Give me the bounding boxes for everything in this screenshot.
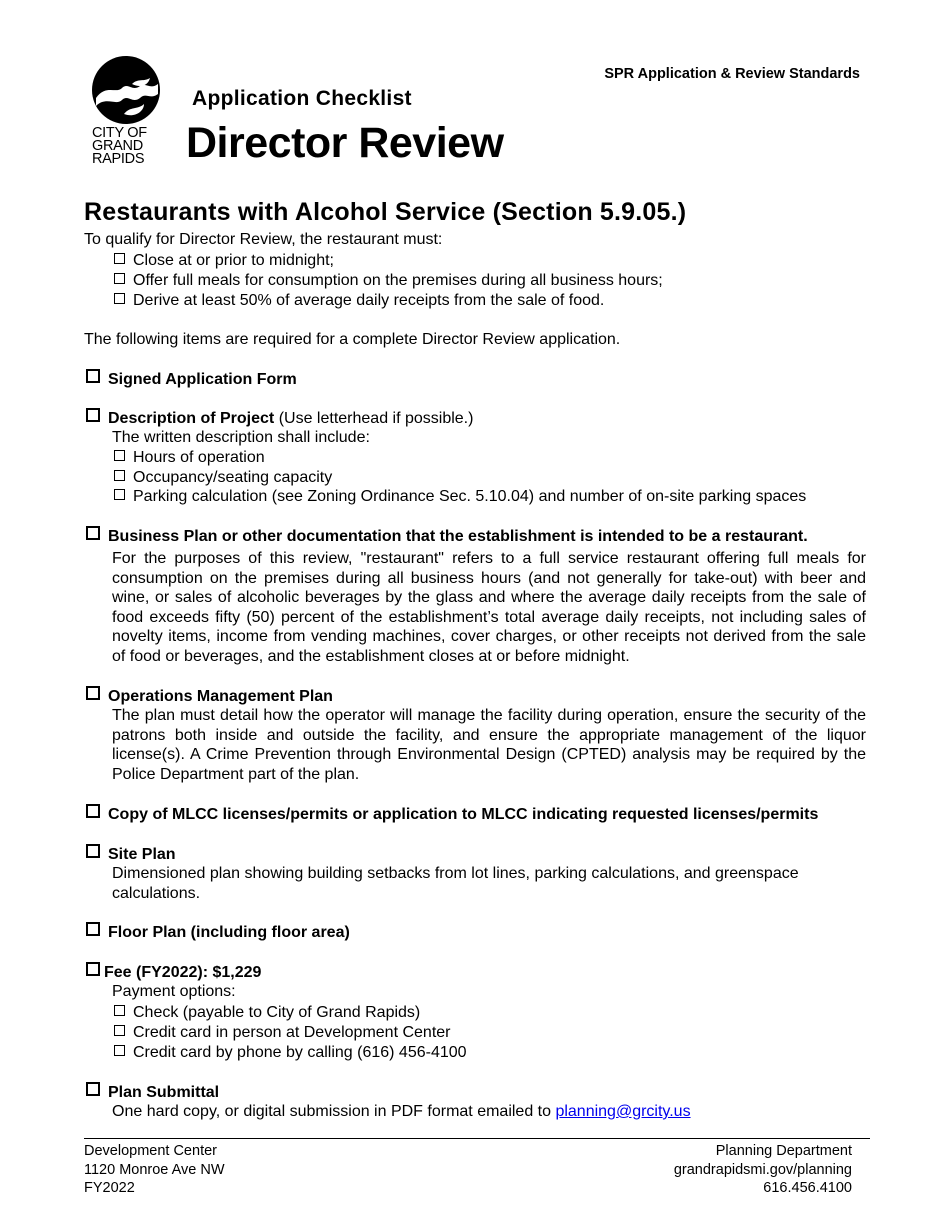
email-link[interactable]: planning@grcity.us [555,1103,691,1120]
description-sub-item: Parking calculation (see Zoning Ordinance Sec. 5.10.04) and number of on-site parking spaces [114,487,806,507]
payment-option: Check (payable to City of Grand Rapids) [114,1003,420,1023]
payment-option: Credit card by phone by calling (616) 456-4100 [114,1043,467,1063]
checklist-item-mlcc: Copy of MLCC licenses/permits or application to MLCC indicating requested licenses/permits [86,804,818,825]
checkbox-icon[interactable] [86,1082,100,1096]
checkbox-icon[interactable] [114,450,125,461]
qualification-item: Offer full meals for consumption on the premises during all business hours; [114,271,663,291]
checkbox-icon[interactable] [114,489,125,500]
checkbox-icon[interactable] [114,1025,125,1036]
checklist-item-submittal: Plan Submittal [86,1082,219,1103]
description-sub-item: Occupancy/seating capacity [114,468,332,488]
document-category-label: SPR Application & Review Standards [604,66,860,82]
intro-text: To qualify for Director Review, the restaurant must: [84,231,443,248]
description-sub-item: Hours of operation [114,448,265,468]
checklist-item-signed-form: Signed Application Form [86,369,297,390]
qualification-item: Derive at least 50% of average daily receipts from the sale of food. [114,291,604,311]
checkbox-icon[interactable] [86,686,100,700]
payment-option: Credit card in person at Development Center [114,1023,451,1043]
checkbox-icon[interactable] [86,526,100,540]
footer-divider [84,1138,870,1139]
checkbox-icon[interactable] [86,962,100,976]
required-intro: The following items are required for a complete Director Review application. [84,331,621,348]
checkbox-icon[interactable] [114,273,125,284]
site-plan-description: Dimensioned plan showing building setbacks from lot lines, parking calculations, and greenspace calculations. [112,865,799,902]
city-logo-emblem [88,54,168,134]
checkbox-icon[interactable] [86,369,100,383]
checklist-item-fee: Fee (FY2022): $1,229 [86,962,261,983]
checkbox-icon[interactable] [114,253,125,264]
business-plan-description: For the purposes of this review, "restaurant" refers to a full service restaurant offering full meals for consumption on the premises during all business hours (and not generally for take-out) with beer and wine, or sales of alcoholic beverages by the glass and where the average daily receipts from the sale of food exceeds fifty (50) percent of the establishment’s total average daily receipts, not including sales of novelty items, income from vending machines, cover charges, or other receipts not derived from the sale of food or beverages, and the establishment closes at or before midnight. [112,550,866,665]
footer-left: Development Center 1120 Monroe Ave NW FY2022 [84,1143,225,1197]
footer-right: Planning Department grandrapidsmi.gov/planning 616.456.4100 [673,1143,852,1197]
section-title: Restaurants with Alcohol Service (Section 5.9.05.) [84,198,687,226]
checkbox-icon[interactable] [114,1005,125,1016]
checklist-item-operations: Operations Management Plan [86,686,333,707]
checklist-item-description: Description of Project (Use letterhead if possible.) [86,408,473,429]
description-sub-intro: The written description shall include: [112,429,370,446]
checkbox-icon[interactable] [86,922,100,936]
city-logo [88,54,168,172]
checkbox-icon[interactable] [86,844,100,858]
submittal-description: One hard copy, or digital submission in PDF format emailed to planning@grcity.us [112,1103,691,1120]
page-subtitle: Application Checklist [192,87,412,110]
operations-description: The plan must detail how the operator will manage the facility during operation, ensure the security of the patrons both inside and outside the facility, and ensure the appropriate management of the liquor license(s). A Crime Prevention through Environmental Design (CPTED) analysis may be required by the Police Department part of the plan. [112,707,866,783]
page-title: Director Review [186,119,504,167]
checkbox-icon[interactable] [114,293,125,304]
checkbox-icon[interactable] [114,1045,125,1056]
checkbox-icon[interactable] [86,804,100,818]
checklist-item-business-plan: Business Plan or other documentation that the establishment is intended to be a restaurant. [86,526,808,547]
qualification-item: Close at or prior to midnight; [114,251,334,271]
city-logo-text: CITY OF GRAND RAPIDS [92,125,147,167]
checkbox-icon[interactable] [114,470,125,481]
checklist-item-site-plan: Site Plan [86,844,176,865]
checkbox-icon[interactable] [86,408,100,422]
checklist-item-floor-plan: Floor Plan (including floor area) [86,922,350,943]
fee-sub-intro: Payment options: [112,983,236,1000]
